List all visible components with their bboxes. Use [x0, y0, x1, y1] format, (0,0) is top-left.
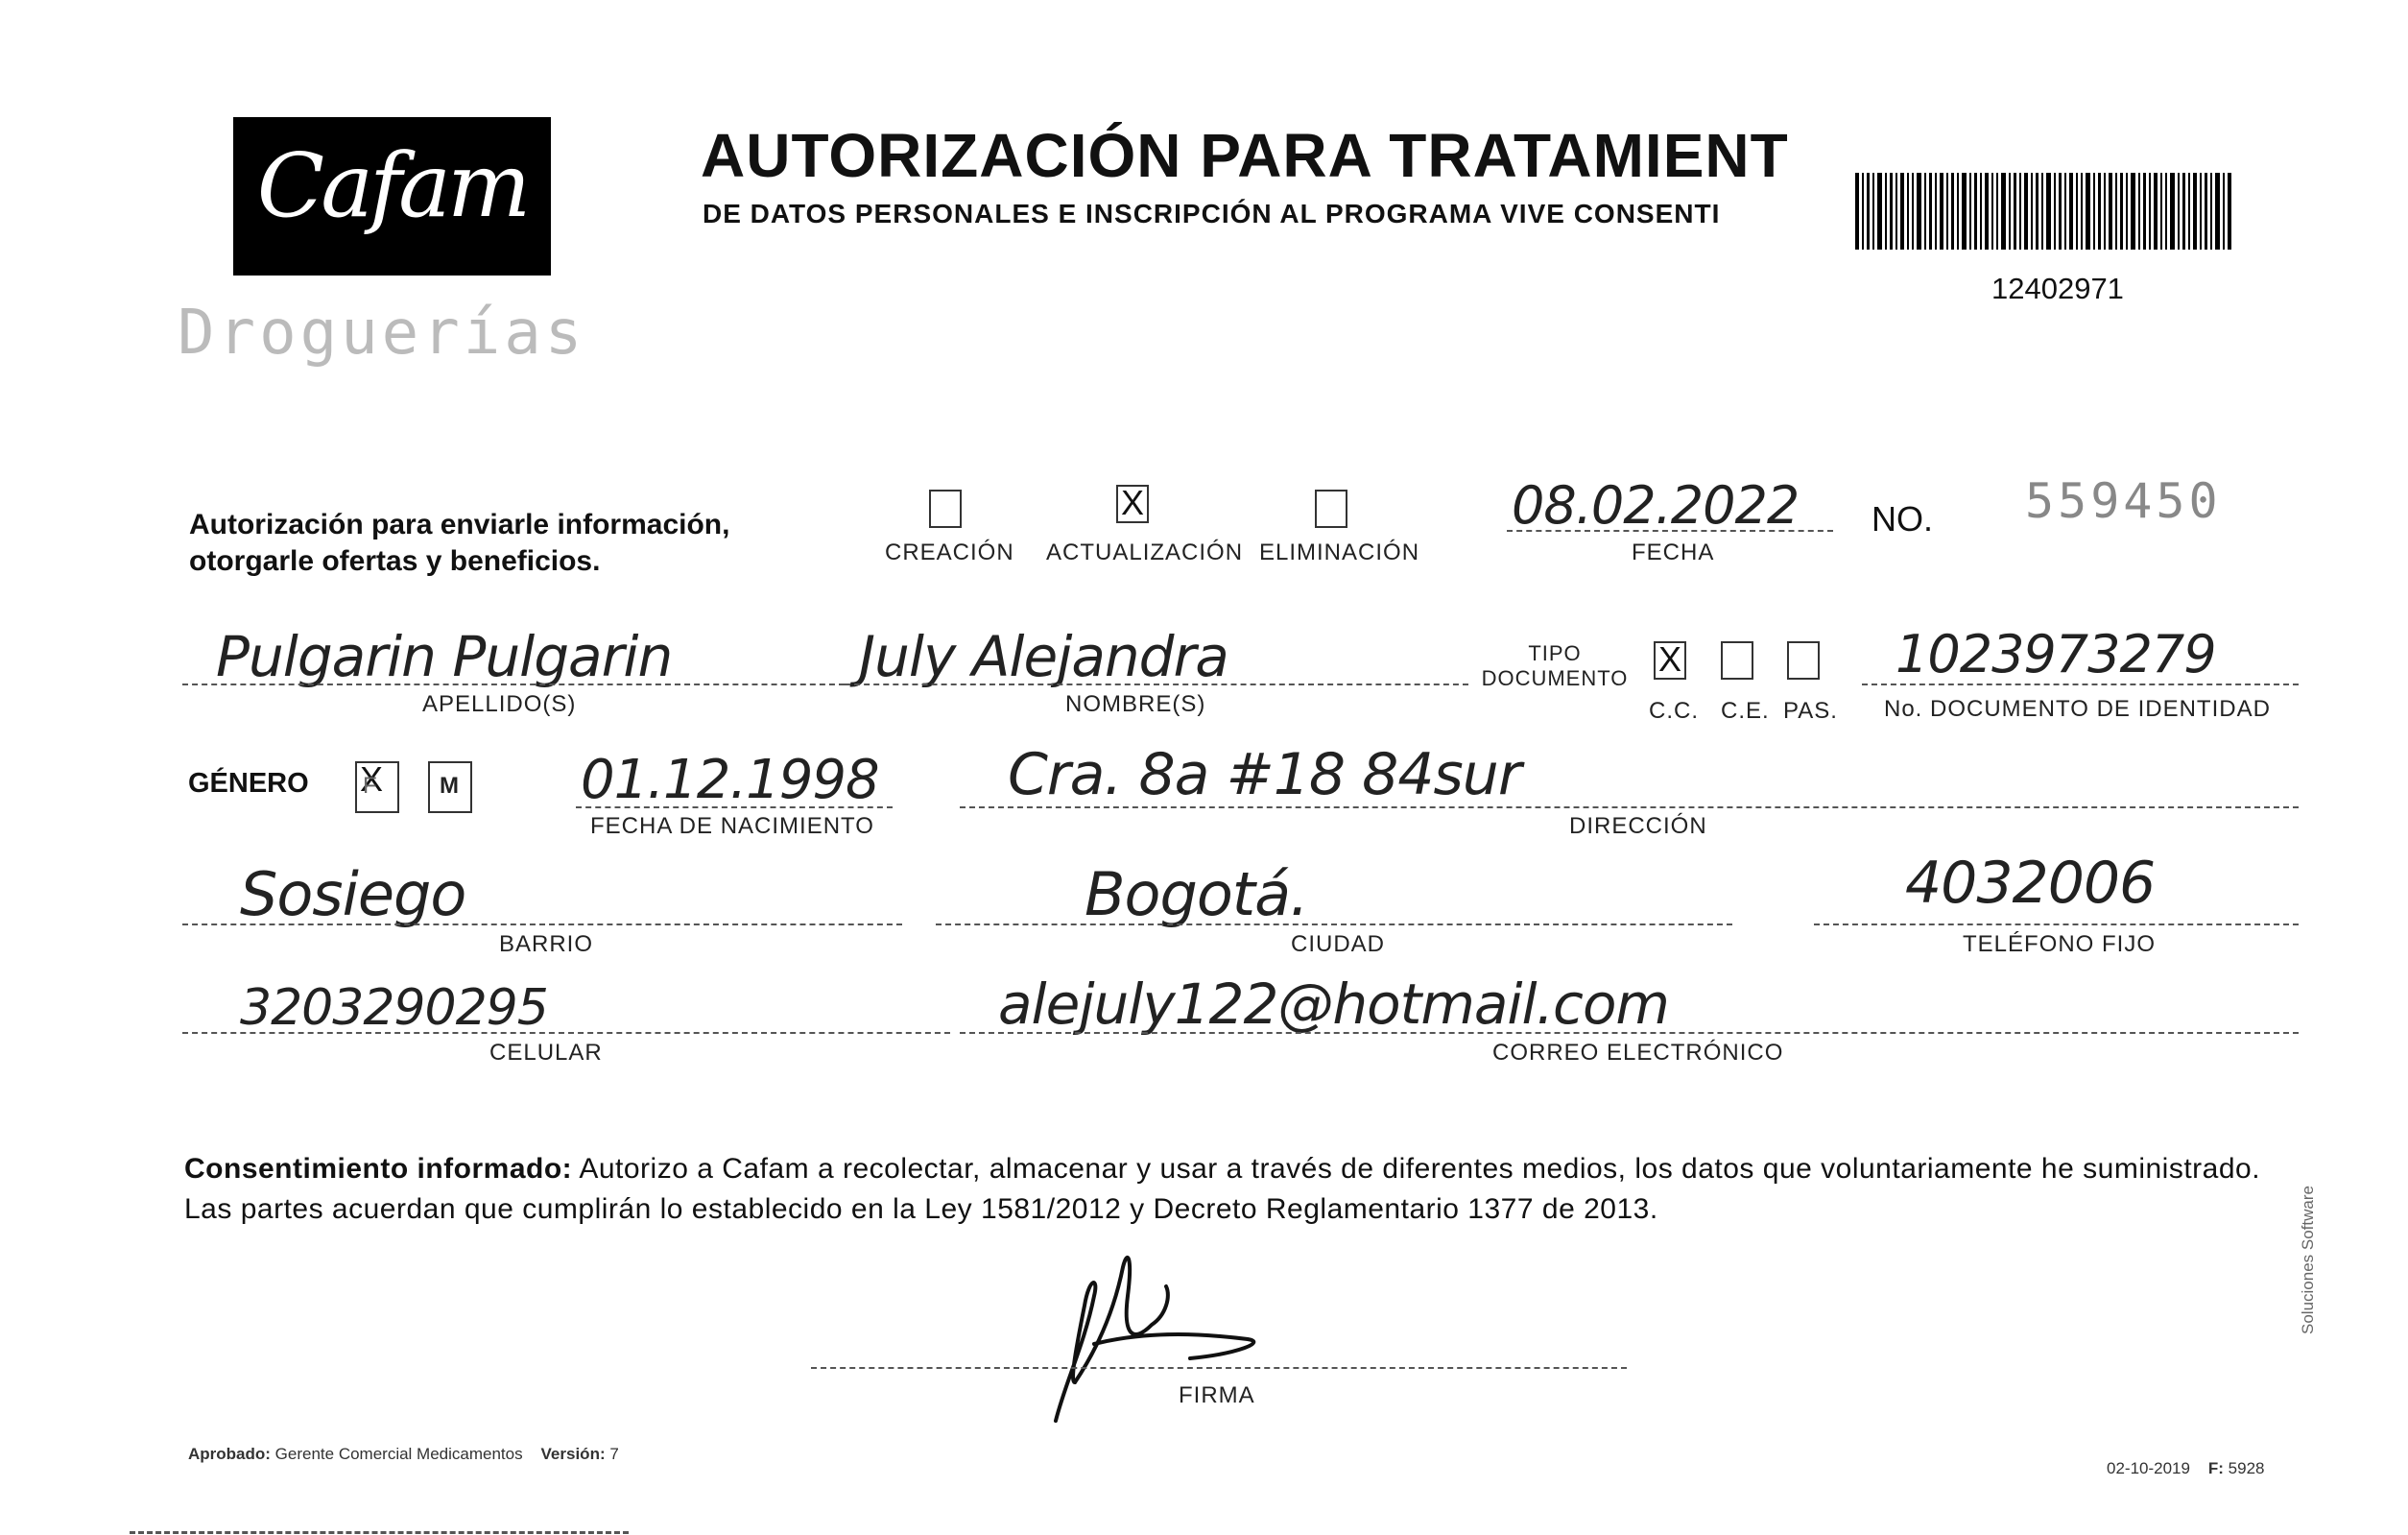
- creacion-label: CREACIÓN: [885, 540, 1014, 565]
- footer-date: 02-10-2019: [2107, 1459, 2190, 1477]
- nacimiento-label: FECHA DE NACIMIENTO: [590, 813, 874, 839]
- barrio-line: [182, 923, 902, 925]
- correo-value[interactable]: alejuly122@hotmail.com: [998, 971, 1669, 1037]
- barcode-number: 12402971: [1991, 272, 2124, 305]
- celular-line: [182, 1032, 950, 1034]
- genero-m-label: M: [440, 773, 460, 799]
- no-value: 559450: [2025, 473, 2222, 529]
- consent-lead: Consentimiento informado:: [184, 1153, 573, 1185]
- apellidos-label: APELLIDO(S): [422, 691, 577, 717]
- bottom-cut-line: [130, 1531, 629, 1534]
- cc-label: C.C.: [1649, 698, 1699, 724]
- consent-text: Autorizo a Cafam a recolectar, almacenar y usar a través de diferentes medios, los datos que voluntariamente he suministrado. Las partes acuerdan que cumplirán lo establecido en la Ley 1581/2012 y Decreto Reglamentario 1377 de 2013.: [184, 1153, 2261, 1225]
- version-value: 7: [609, 1445, 619, 1463]
- telefono-line: [1814, 923, 2299, 925]
- correo-label: CORREO ELECTRÓNICO: [1492, 1040, 1784, 1066]
- eliminacion-checkbox[interactable]: [1315, 490, 1347, 528]
- firma-line: [811, 1367, 1627, 1369]
- direccion-label: DIRECCIÓN: [1569, 813, 1707, 839]
- barcode: [1855, 173, 2231, 250]
- creacion-checkbox[interactable]: [929, 490, 962, 528]
- tipo-documento-label: TIPO DOCUMENTO: [1481, 641, 1629, 690]
- telefono-label: TELÉFONO FIJO: [1963, 931, 2157, 957]
- brand-subtitle: Droguerías: [178, 298, 586, 369]
- direccion-line: [960, 806, 2299, 808]
- nacimiento-value[interactable]: 01.12.1998: [581, 749, 879, 811]
- no-label: NO.: [1872, 499, 1934, 539]
- direccion-value[interactable]: Cra. 8a #18 84sur: [1008, 741, 1521, 808]
- celular-value[interactable]: 3203290295: [240, 979, 548, 1037]
- fecha-label: FECHA: [1632, 540, 1715, 565]
- authorization-label: Autorización para enviarle información, otorgarle ofertas y beneficios.: [189, 509, 730, 577]
- documento-value[interactable]: 1023973279: [1895, 624, 2216, 684]
- actualizacion-label: ACTUALIZACIÓN: [1046, 540, 1244, 565]
- firma-label: FIRMA: [1179, 1382, 1255, 1408]
- celular-label: CELULAR: [489, 1040, 603, 1066]
- approved-label: Aprobado:: [188, 1445, 271, 1463]
- footer-date-line: [2107, 1459, 2264, 1478]
- pas-checkbox[interactable]: [1787, 641, 1820, 680]
- nombres-line: [845, 684, 1468, 685]
- genero-label: GÉNERO: [188, 768, 309, 799]
- cc-checkbox[interactable]: [1654, 641, 1686, 680]
- genero-f-label: F: [363, 773, 378, 799]
- fecha-line: [1507, 530, 1833, 532]
- barrio-label: BARRIO: [499, 931, 594, 957]
- form-subtitle: DE DATOS PERSONALES E INSCRIPCIÓN AL PROGRAMA VIVE CONSENTI: [703, 199, 1721, 228]
- fecha-value[interactable]: 08.02.2022: [1512, 475, 1800, 536]
- approved-line: [188, 1445, 619, 1464]
- nombres-label: NOMBRE(S): [1065, 691, 1206, 717]
- nacimiento-line: [576, 806, 893, 808]
- side-text: Soluciones Software: [2299, 1186, 2317, 1334]
- ciudad-line: [936, 923, 1732, 925]
- documento-label: No. DOCUMENTO DE IDENTIDAD: [1884, 696, 2271, 722]
- ce-label: C.E.: [1721, 698, 1770, 724]
- pas-label: PAS.: [1783, 698, 1838, 724]
- form-label: F:: [2207, 1459, 2224, 1477]
- ce-checkbox[interactable]: [1721, 641, 1753, 680]
- barrio-value[interactable]: Sosiego: [240, 859, 466, 929]
- consent-paragraph: [184, 1149, 2296, 1230]
- telefono-value[interactable]: 4032006: [1905, 850, 2156, 917]
- ciudad-value[interactable]: Bogotá.: [1085, 859, 1308, 929]
- documento-line: [1862, 684, 2299, 685]
- apellidos-value[interactable]: Pulgarin Pulgarin: [216, 624, 673, 689]
- logo-text: Cafam: [256, 134, 528, 237]
- apellidos-line: [182, 684, 845, 685]
- approved-value: Gerente Comercial Medicamentos: [274, 1445, 523, 1463]
- ciudad-label: CIUDAD: [1291, 931, 1386, 957]
- correo-line: [960, 1032, 2299, 1034]
- form-value: 5928: [2228, 1459, 2265, 1477]
- version-label: Versión:: [540, 1445, 606, 1463]
- actualizacion-checkbox[interactable]: [1116, 485, 1149, 523]
- eliminacion-label: ELIMINACIÓN: [1259, 540, 1420, 565]
- nombres-value[interactable]: July Alejandra: [859, 624, 1228, 689]
- form-title: AUTORIZACIÓN PARA TRATAMIENT: [701, 121, 1789, 190]
